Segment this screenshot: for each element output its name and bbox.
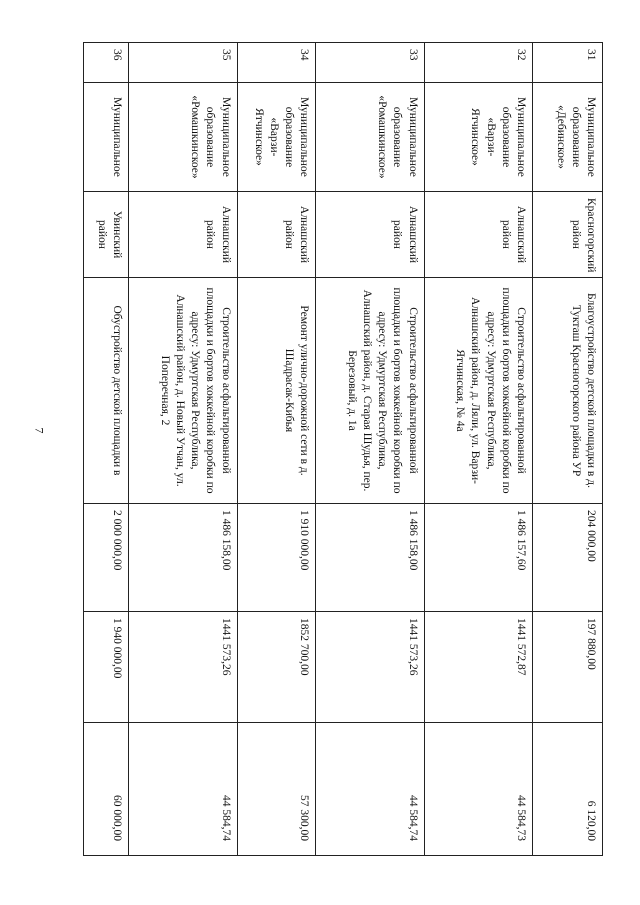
project-cell: Строительство асфальтированной площадки и бортов хоккейной коробки по адресу: Удмуртская Республика, Алнашский район, д. Старая Шудья, пер. Березовый, д. 1а — [316, 278, 424, 504]
amount-total-cell: 1 486 157,60 — [424, 504, 532, 612]
amount-total-cell: 1 910 000,00 — [237, 504, 316, 612]
district-cell: Алнашский район — [237, 192, 316, 278]
table-row — [84, 43, 129, 856]
municipality-cell: Муниципальное образование «Дебинское» — [533, 83, 603, 192]
amount-2-cell: 1 940 000,00 — [84, 612, 129, 723]
table-row — [237, 43, 316, 856]
amount-2-cell: 1441 573,26 — [316, 612, 424, 723]
amount-total-cell: 2 000 000,00 — [84, 504, 129, 612]
project-cell: Обустройство детской площадки в — [84, 278, 129, 504]
projects-table — [83, 42, 603, 856]
amount-3-cell: 44 584,74 — [129, 723, 237, 856]
project-cell: Ремонт улично-дорожной сети в д. Шадрасак-Кибья — [237, 278, 316, 504]
row-number: 32 — [424, 43, 532, 83]
amount-2-cell: 1441 572,87 — [424, 612, 532, 723]
amount-total-cell: 204 000,00 — [533, 504, 603, 612]
amount-3-cell: 6 120,00 — [533, 723, 603, 856]
amount-total-cell: 1 486 158,00 — [129, 504, 237, 612]
district-cell: Алнашский район — [129, 192, 237, 278]
amount-3-cell: 57 300,00 — [237, 723, 316, 856]
amount-3-cell: 60 000,00 — [84, 723, 129, 856]
district-cell: Увинский район — [84, 192, 129, 278]
page-number: 7 — [32, 427, 47, 434]
amount-total-cell: 1 486 158,00 — [316, 504, 424, 612]
project-cell: Строительство асфальтированной площадки и бортов хоккейной коробки по адресу: Удмуртская Республика, Алнашский район, д. Новый Утчан, ул. Поперечная, 2 — [129, 278, 237, 504]
district-cell: Алнашский район — [424, 192, 532, 278]
row-number: 31 — [533, 43, 603, 83]
table-row — [316, 43, 424, 856]
table-row — [129, 43, 237, 856]
amount-2-cell: 1852 700,00 — [237, 612, 316, 723]
district-cell: Алнашский район — [316, 192, 424, 278]
table-row — [424, 43, 532, 856]
municipality-cell: Муниципальное образование «Ромашкинское» — [316, 83, 424, 192]
row-number: 34 — [237, 43, 316, 83]
amount-2-cell: 1441 573,26 — [129, 612, 237, 723]
rotated-table-container — [83, 42, 603, 841]
municipality-cell: Муниципальное образование «Варзи-Ятчинское» — [237, 83, 316, 192]
municipality-cell: Муниципальное образование «Варзи-Ятчинское» — [424, 83, 532, 192]
amount-3-cell: 44 584,73 — [424, 723, 532, 856]
amount-2-cell: 197 880,00 — [533, 612, 603, 723]
amount-3-cell: 44 584,74 — [316, 723, 424, 856]
row-number: 35 — [129, 43, 237, 83]
row-number: 33 — [316, 43, 424, 83]
project-cell: Благоустройство детской площадки в д. Тукташ Красногорского района УР — [533, 278, 603, 504]
table-row — [533, 43, 603, 856]
municipality-cell: Муниципальное — [84, 83, 129, 192]
row-number: 36 — [84, 43, 129, 83]
project-cell: Строительство асфальтированной площадки и бортов хоккейной коробки по адресу: Удмуртская Республика, Алнашский район, д. Ляли, ул. Варзи-Ятчинская, № 4а — [424, 278, 532, 504]
district-cell: Красногорский район — [533, 192, 603, 278]
municipality-cell: Муниципальное образование «Ромашкинское» — [129, 83, 237, 192]
